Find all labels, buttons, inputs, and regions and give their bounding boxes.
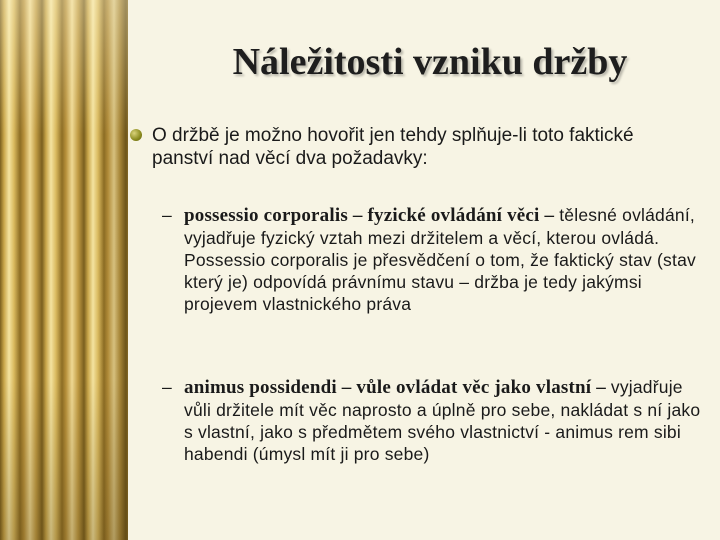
- sub-bullet-text: vyjadřuje vůli držitele mít věc naprosto a úplně pro sebe, nakládat s ní jako s vlastní, jako s předmětem svého vlastnictví - animus rem sibi habendi (úmysl mít ji pro sebe): [184, 377, 701, 464]
- sub-bullet-term: animus possidendi – vůle ovládat věc jako vlastní –: [184, 377, 611, 398]
- sub-bullet-animus: [162, 376, 702, 465]
- sub-bullet-body: [184, 376, 702, 465]
- main-bullet-text: O držbě je možno hovořit jen tehdy splňuje-li toto faktické panství nad věcí dva požadavky:: [152, 125, 634, 169]
- sub-bullet-possessio: [162, 204, 702, 315]
- main-bullet: [130, 124, 690, 170]
- sub-bullet-body: [184, 204, 702, 315]
- bullet-dot-icon: [130, 129, 142, 141]
- dash-marker: –: [162, 205, 172, 225]
- gold-border-highlight: [0, 0, 128, 540]
- dash-marker: –: [162, 377, 172, 397]
- sub-bullet-term: possessio corporalis – fyzické ovládání věci –: [184, 205, 555, 226]
- sub-bullet-text: tělesné ovládání, vyjadřuje fyzický vztah mezi držitelem a věcí, kterou ovládá. Possessio corporalis je přesvědčení o tom, že faktický stav (stav který je) odpovídá právnímu stavu – držba je tedy jakýmsi projevem vlastnického práva: [184, 205, 696, 314]
- slide-title: Náležitosti vzniku držby: [232, 41, 628, 83]
